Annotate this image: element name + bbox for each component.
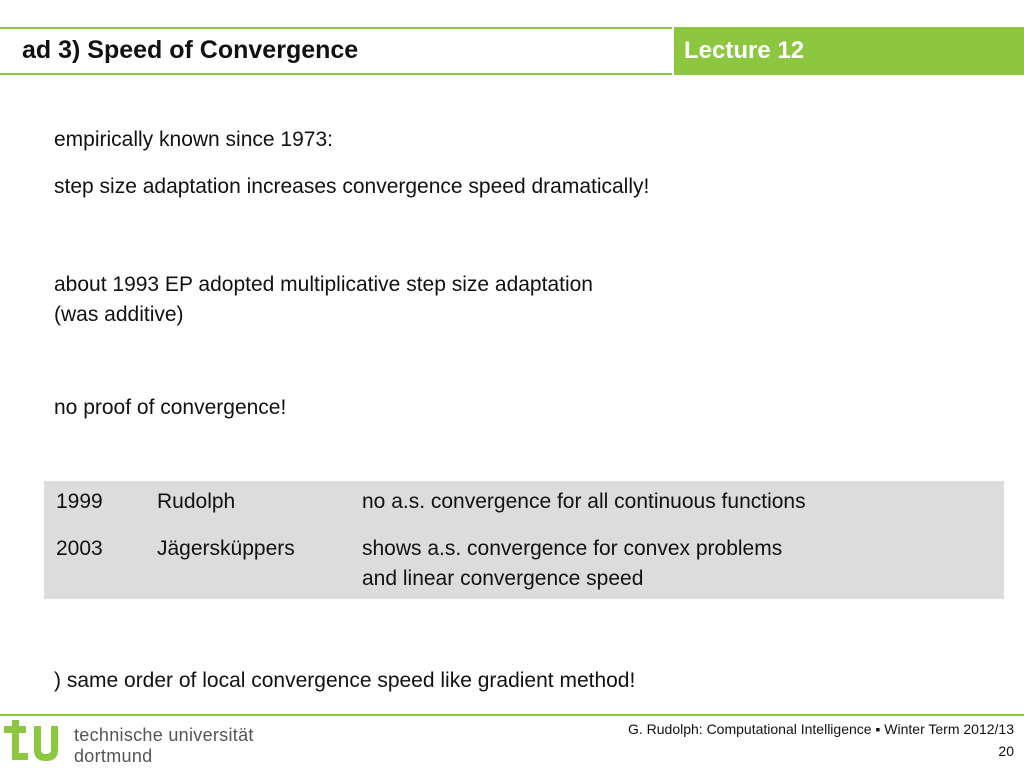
table-cell-result: no a.s. convergence for all continuous functions (362, 490, 806, 513)
table-cell-result: shows a.s. convergence for convex problems (362, 537, 783, 560)
literature-table (44, 481, 1004, 599)
body-line-ep-adoption: about 1993 EP adopted multiplicative step size adaptation (54, 273, 593, 296)
lecture-label: Lecture 12 (684, 37, 805, 64)
university-name-line2: dortmund (74, 746, 153, 766)
body-line-empirical: empirically known since 1973: (54, 128, 333, 151)
footer-credit: G. Rudolph: Computational Intelligence ▪ Winter Term 2012/13 (627, 721, 1014, 737)
lecture-badge (674, 27, 1024, 75)
page-number: 20 (998, 743, 1014, 759)
body-line-was-additive: (was additive) (54, 303, 184, 326)
header-rule-bottom (0, 73, 672, 75)
header-rule-top (0, 27, 672, 29)
conclusion-line: ) same order of local convergence speed like gradient method! (54, 669, 636, 692)
university-name-line1: technische universität (74, 725, 254, 745)
table-cell-result-continued: and linear convergence speed (362, 567, 644, 590)
table-cell-author: Jägersküppers (157, 537, 295, 560)
body-line-no-proof: no proof of convergence! (54, 396, 287, 419)
tu-logo-icon (4, 720, 68, 764)
table-cell-year: 2003 (56, 537, 103, 560)
footer-rule (0, 714, 1024, 716)
body-line-step-size: step size adaptation increases convergence speed dramatically! (54, 175, 650, 198)
table-cell-year: 1999 (56, 490, 103, 513)
slide-title: ad 3) Speed of Convergence (22, 36, 359, 64)
table-cell-author: Rudolph (157, 490, 236, 513)
